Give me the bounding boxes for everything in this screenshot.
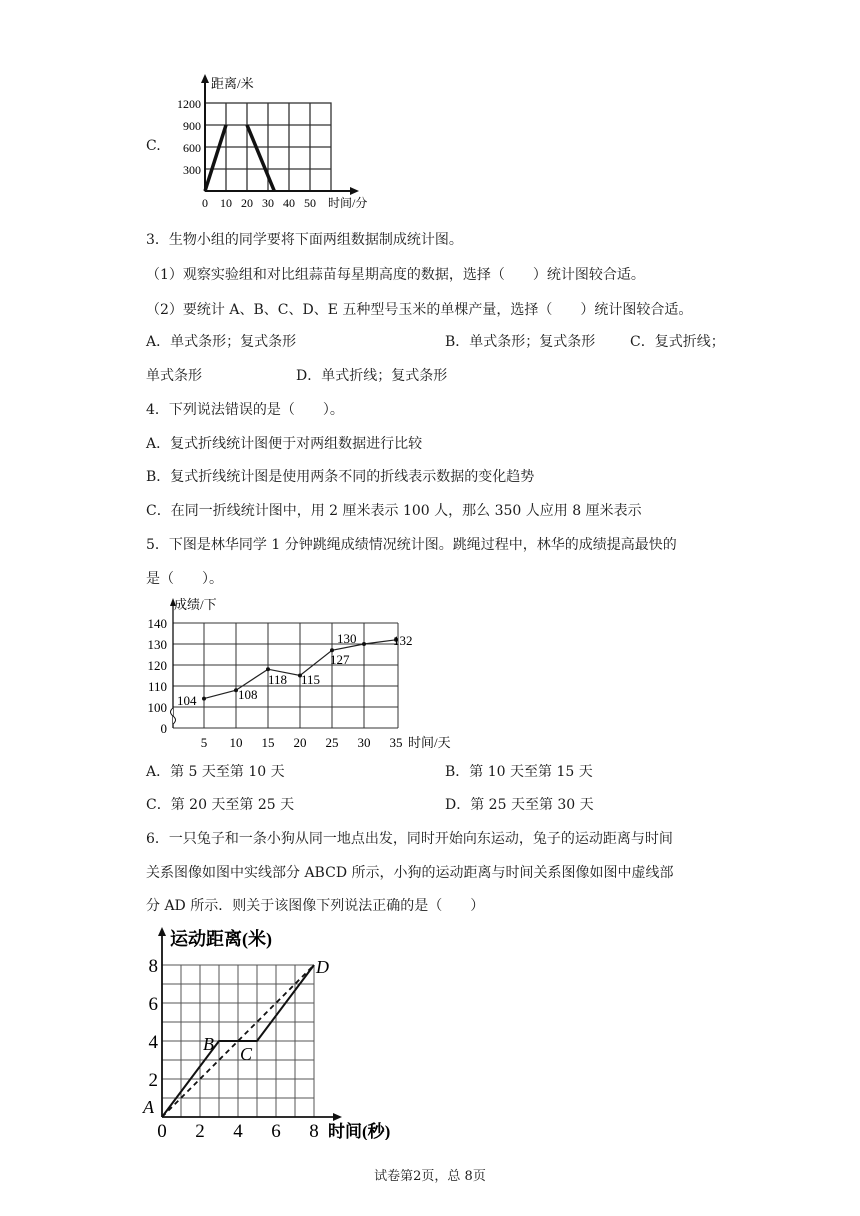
- chart3-yticks: [149, 956, 159, 1091]
- chart3-xtick: 2: [195, 1121, 205, 1140]
- chart2-data-label: 104: [177, 693, 197, 708]
- chart-motion: [140, 925, 415, 1140]
- q5-stem-line2: 是（ ）。: [146, 571, 223, 587]
- chart1-x-arrow: [350, 187, 359, 195]
- q3-option-c-cont: 单式条形: [146, 368, 202, 384]
- q4-stem: 4．下列说法错误的是（ ）。: [146, 402, 344, 418]
- q3-option-b[interactable]: B．单式条形；复式条形: [445, 334, 596, 350]
- chart1-xtick: 10: [220, 196, 232, 210]
- chart3-ytick: 6: [148, 994, 158, 1015]
- page-footer: 试卷第2页，总 8页: [374, 1169, 486, 1184]
- chart2-data-label: 108: [238, 687, 258, 702]
- chart1-xtick: 30: [262, 196, 274, 210]
- chart2-xtick: 30: [357, 735, 371, 750]
- q5-option-b[interactable]: B．第 10 天至第 15 天: [445, 764, 593, 780]
- chart-distance-time: [165, 70, 385, 215]
- chart2-ytick: 130: [147, 637, 167, 652]
- chart3-ytick: 8: [148, 956, 158, 977]
- chart1-ytick: 900: [183, 119, 201, 133]
- chart1-y-arrow: [201, 74, 209, 83]
- chart1-ytick: 300: [183, 163, 201, 177]
- chart2-xtick: 35: [389, 735, 403, 750]
- q5-stem-line1: 5．下图是林华同学 1 分钟跳绳成绩情况统计图。跳绳过程中，林华的成绩提高最快的: [146, 537, 677, 553]
- q3-option-a[interactable]: A．单式条形；复式条形: [146, 334, 297, 350]
- chart2-data-label: 130: [337, 631, 357, 646]
- chart1-ylabel: 距离/米: [211, 76, 254, 91]
- chart1-ytick: 1200: [177, 97, 201, 111]
- chart2-ytick: 0: [160, 721, 167, 736]
- chart1-xtick: 20: [241, 196, 253, 210]
- q4-option-a[interactable]: A．复式折线统计图便于对两组数据进行比较: [146, 436, 423, 452]
- chart1-yticks: [177, 97, 201, 177]
- chart1-xtick: 50: [304, 196, 316, 210]
- chart2-ytick: 110: [147, 679, 167, 694]
- chart3-ylabel: 运动距离(米): [170, 929, 272, 949]
- chart2-data-label: 127: [330, 652, 350, 667]
- chart2-data-label: 132: [393, 633, 413, 648]
- chart3-xtick: 4: [233, 1121, 243, 1140]
- chart2-data-label: 118: [268, 672, 288, 687]
- chart2-ytick: 120: [147, 658, 167, 673]
- option-c-label: C.: [146, 138, 161, 154]
- chart1-xtick: 40: [283, 196, 295, 210]
- chart3-xtick: 0: [157, 1121, 167, 1140]
- chart1-segment-1: [205, 125, 226, 191]
- chart2-ylabel: 成绩/下: [174, 597, 217, 612]
- chart3-xtick: 6: [271, 1121, 281, 1140]
- chart3-point-c: C: [240, 1044, 253, 1064]
- q3-stem: 3．生物小组的同学要将下面两组数据制成统计图。: [146, 232, 463, 248]
- q4-option-c[interactable]: C．在同一折线统计图中，用 2 厘米表示 100 人，那么 350 人应用 8 厘米表示: [146, 503, 642, 519]
- chart2-xtick: 5: [200, 735, 208, 750]
- chart1-xlabel: 时间/分: [328, 196, 368, 210]
- q5-option-a[interactable]: A．第 5 天至第 10 天: [146, 764, 285, 780]
- chart3-point-b: B: [203, 1034, 214, 1054]
- chart2-xtick: 25: [325, 735, 339, 750]
- chart2-yticks: [148, 616, 168, 736]
- chart3-x-arrow: [333, 1113, 342, 1121]
- chart2-ytick: 100: [147, 700, 167, 715]
- chart3-xticks: [157, 1121, 319, 1140]
- chart3-ytick: 4: [148, 1032, 158, 1053]
- chart2-xlabel: 时间/天: [408, 735, 451, 750]
- chart2-axis-break: [171, 708, 176, 724]
- chart2-point: [266, 667, 270, 671]
- chart3-point-a: A: [143, 1097, 154, 1117]
- q6-stem-line1: 6．一只兔子和一条小狗从同一地点出发，同时开始向东运动，兔子的运动距离与时间: [146, 831, 673, 847]
- chart1-xticks: [202, 196, 316, 210]
- q3-part2: （2）要统计 A、B、C、D、E 五种型号玉米的单棵产量，选择（ ）统计图较合适。: [146, 302, 693, 318]
- q4-option-b[interactable]: B．复式折线统计图是使用两条不同的折线表示数据的变化趋势: [146, 469, 535, 485]
- q5-option-c[interactable]: C．第 20 天至第 25 天: [146, 797, 295, 813]
- q3-option-d[interactable]: D．单式折线；复式条形: [296, 368, 448, 384]
- chart2-xtick: 10: [229, 735, 243, 750]
- chart3-y-arrow: [158, 927, 166, 936]
- chart3-point-d: D: [316, 957, 329, 977]
- chart2-xtick: 15: [261, 735, 275, 750]
- chart3-xlabel: 时间(秒): [328, 1122, 391, 1140]
- chart1-ytick: 600: [183, 141, 201, 155]
- q6-stem-line3: 分 AD 所示．则关于该图像下列说法正确的是（ ）: [146, 898, 485, 914]
- chart2-data-label: 115: [301, 672, 321, 687]
- chart3-xtick: 8: [309, 1121, 319, 1140]
- chart2-xtick: 20: [293, 735, 307, 750]
- q5-option-d[interactable]: D．第 25 天至第 30 天: [445, 797, 594, 813]
- chart2-point: [202, 697, 206, 701]
- chart-jump-rope: [140, 595, 470, 755]
- q3-option-c[interactable]: C．复式折线；: [630, 334, 725, 350]
- q3-part1: （1）观察实验组和对比组蒜苗每星期高度的数据，选择（ ）统计图较合适。: [146, 267, 645, 283]
- chart1-segment-2: [247, 125, 274, 191]
- chart1-series: [205, 125, 274, 191]
- chart3-ytick: 2: [148, 1070, 158, 1091]
- q6-stem-line2: 关系图像如图中实线部分 ABCD 所示，小狗的运动距离与时间关系图像如图中虚线部: [146, 865, 674, 881]
- chart2-xticks: [201, 735, 403, 750]
- chart1-xtick: 0: [202, 196, 208, 210]
- chart2-point: [362, 642, 366, 646]
- chart2-ytick: 140: [147, 616, 167, 631]
